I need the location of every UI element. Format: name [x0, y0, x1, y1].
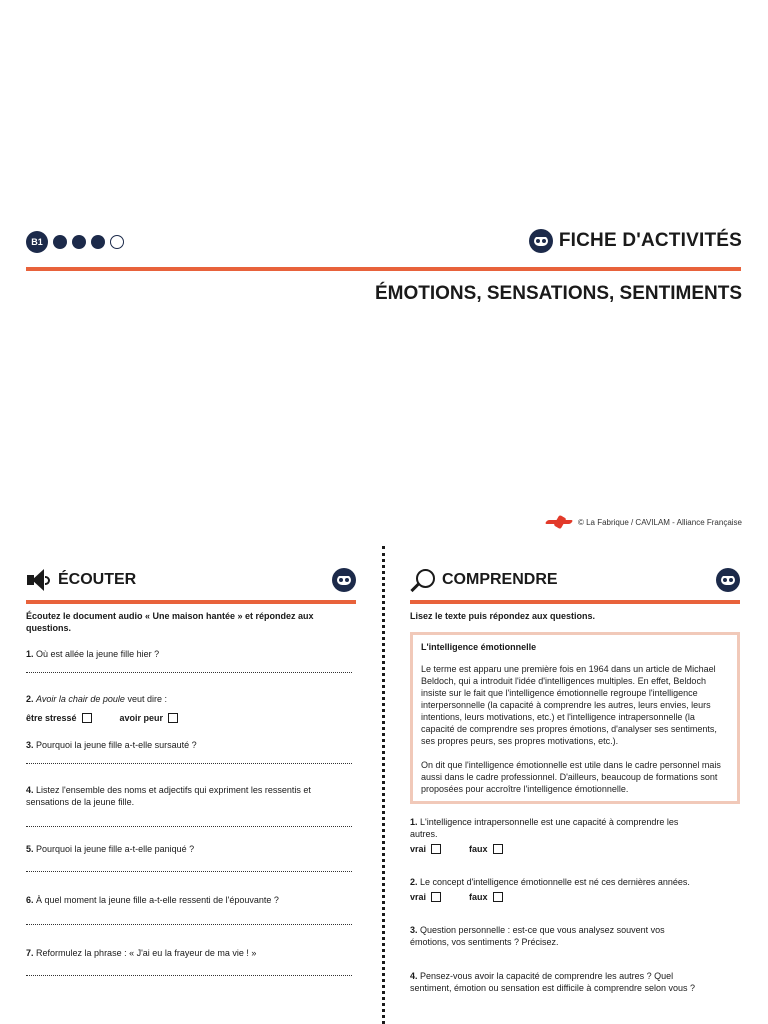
question-3: 3. Pourquoi la jeune fille a-t-elle sursauté ? — [26, 740, 197, 750]
question-4: 4. Listez l'ensemble des noms et adjectifs qui expriment les ressentis et sensations de la jeune fille. — [26, 785, 311, 807]
question-6: 6. À quel moment la jeune fille a-t-elle ressenti de l'épouvante ? — [26, 895, 279, 905]
header-title-group — [529, 229, 742, 253]
owl-icon — [332, 568, 356, 592]
credit-text: © La Fabrique / CAVILAM - Alliance Française — [577, 517, 742, 527]
level-indicator — [26, 231, 124, 253]
question-1-choices — [410, 844, 740, 854]
ecouter-title: ÉCOUTER — [58, 571, 137, 588]
comprendre-question-3: 3. Question personnelle : est-ce que vous analysez souvent vos émotions, vos sentiments ? Précisez. — [410, 925, 665, 947]
ecouter-bar — [26, 600, 356, 604]
choice-vrai: vrai — [410, 892, 441, 902]
page-title: FICHE D'ACTIVITÉS — [558, 230, 742, 251]
checkbox[interactable] — [493, 892, 503, 902]
magnifier-icon — [410, 568, 434, 592]
checkbox[interactable] — [431, 892, 441, 902]
comprendre-bar — [410, 600, 740, 604]
question-5: 5. Pourquoi la jeune fille a-t-elle paniqué ? — [26, 844, 195, 854]
comprendre-header — [410, 566, 740, 594]
ecouter-instruction: Écoutez le document audio « Une maison hantée » et répondez aux questions. — [26, 611, 314, 633]
checkbox[interactable] — [168, 713, 178, 723]
answer-line[interactable] — [26, 672, 352, 673]
answer-line[interactable] — [26, 924, 352, 925]
credit-line — [546, 516, 742, 528]
choice-faux: faux — [469, 844, 503, 854]
comprendre-question-1: 1. L'intelligence intrapersonnelle est une capacité à comprendre les autres. — [410, 817, 679, 839]
bird-logo-icon — [546, 516, 574, 528]
owl-logo-icon — [529, 229, 553, 253]
reading-paragraph-2: On dit que l'intelligence émotionnelle est utile dans le cadre personnel mais aussi dans le cadre professionnel. D'ailleurs, beaucoup de formations sont proposées pour accroître l'intelligence émotionnelle. — [421, 760, 721, 794]
ecouter-section — [26, 566, 356, 976]
level-dot-filled — [91, 235, 105, 249]
choice-vrai: vrai — [410, 844, 441, 854]
comprendre-question-4: 4. Pensez-vous avoir la capacité de comprendre les autres ? Quel sentiment, émotion ou sensation est difficile à comprendre selon vous ? — [410, 971, 695, 993]
ecouter-header — [26, 566, 356, 594]
comprendre-title: COMPRENDRE — [442, 571, 558, 588]
reading-paragraph-1: Le terme est apparu une première fois en 1964 dans un article de Michael Beldoch, qui a introduit l'idée d'intelligences multiples. En effet, Beldoch insiste sur le fait que l'intelligence émotionnelle regroupe l'intelligence interpersonnelle (la capacité à comprendre les autres, leurs envies, leurs intentions, leurs motivations, etc.) et l'intelligence intrapersonnelle (la capacité de comprendre ses propres émotions, d'analyser ses sentiments, ses propres peurs, ses propres motivations, etc.). — [421, 664, 717, 746]
choice-etre-stresse: être stressé — [26, 713, 92, 723]
comprendre-question-2: 2. Le concept d'intelligence émotionnelle est né ces dernières années. — [410, 877, 690, 887]
checkbox[interactable] — [493, 844, 503, 854]
reading-text-title: L'intelligence émotionnelle — [421, 642, 537, 652]
choice-avoir-peur: avoir peur — [120, 713, 179, 723]
answer-line[interactable] — [26, 975, 352, 976]
question-2-choices — [410, 892, 740, 902]
choice-faux: faux — [469, 892, 503, 902]
owl-icon — [716, 568, 740, 592]
reading-text-box — [410, 632, 740, 804]
question-2-choices — [26, 713, 356, 723]
comprendre-instruction: Lisez le texte puis répondez aux questions. — [410, 611, 596, 621]
level-dot-filled — [72, 235, 86, 249]
question-1: 1. Où est allée la jeune fille hier ? — [26, 649, 160, 659]
page-subtitle: ÉMOTIONS, SENSATIONS, SENTIMENTS — [374, 283, 742, 304]
question-7: 7. Reformulez la phrase : « J'ai eu la frayeur de ma vie ! » — [26, 948, 257, 958]
question-2: 2. Avoir la chair de poule veut dire : — [26, 694, 167, 704]
column-divider — [382, 546, 385, 1024]
answer-line[interactable] — [26, 871, 352, 872]
checkbox[interactable] — [431, 844, 441, 854]
header-divider — [26, 267, 741, 271]
checkbox[interactable] — [82, 713, 92, 723]
comprendre-section — [410, 566, 740, 994]
answer-line[interactable] — [26, 826, 352, 827]
level-badge: B1 — [26, 231, 48, 253]
speaker-icon — [26, 568, 50, 592]
level-dot-empty — [110, 235, 124, 249]
answer-line[interactable] — [26, 763, 352, 764]
level-dot-filled — [53, 235, 67, 249]
